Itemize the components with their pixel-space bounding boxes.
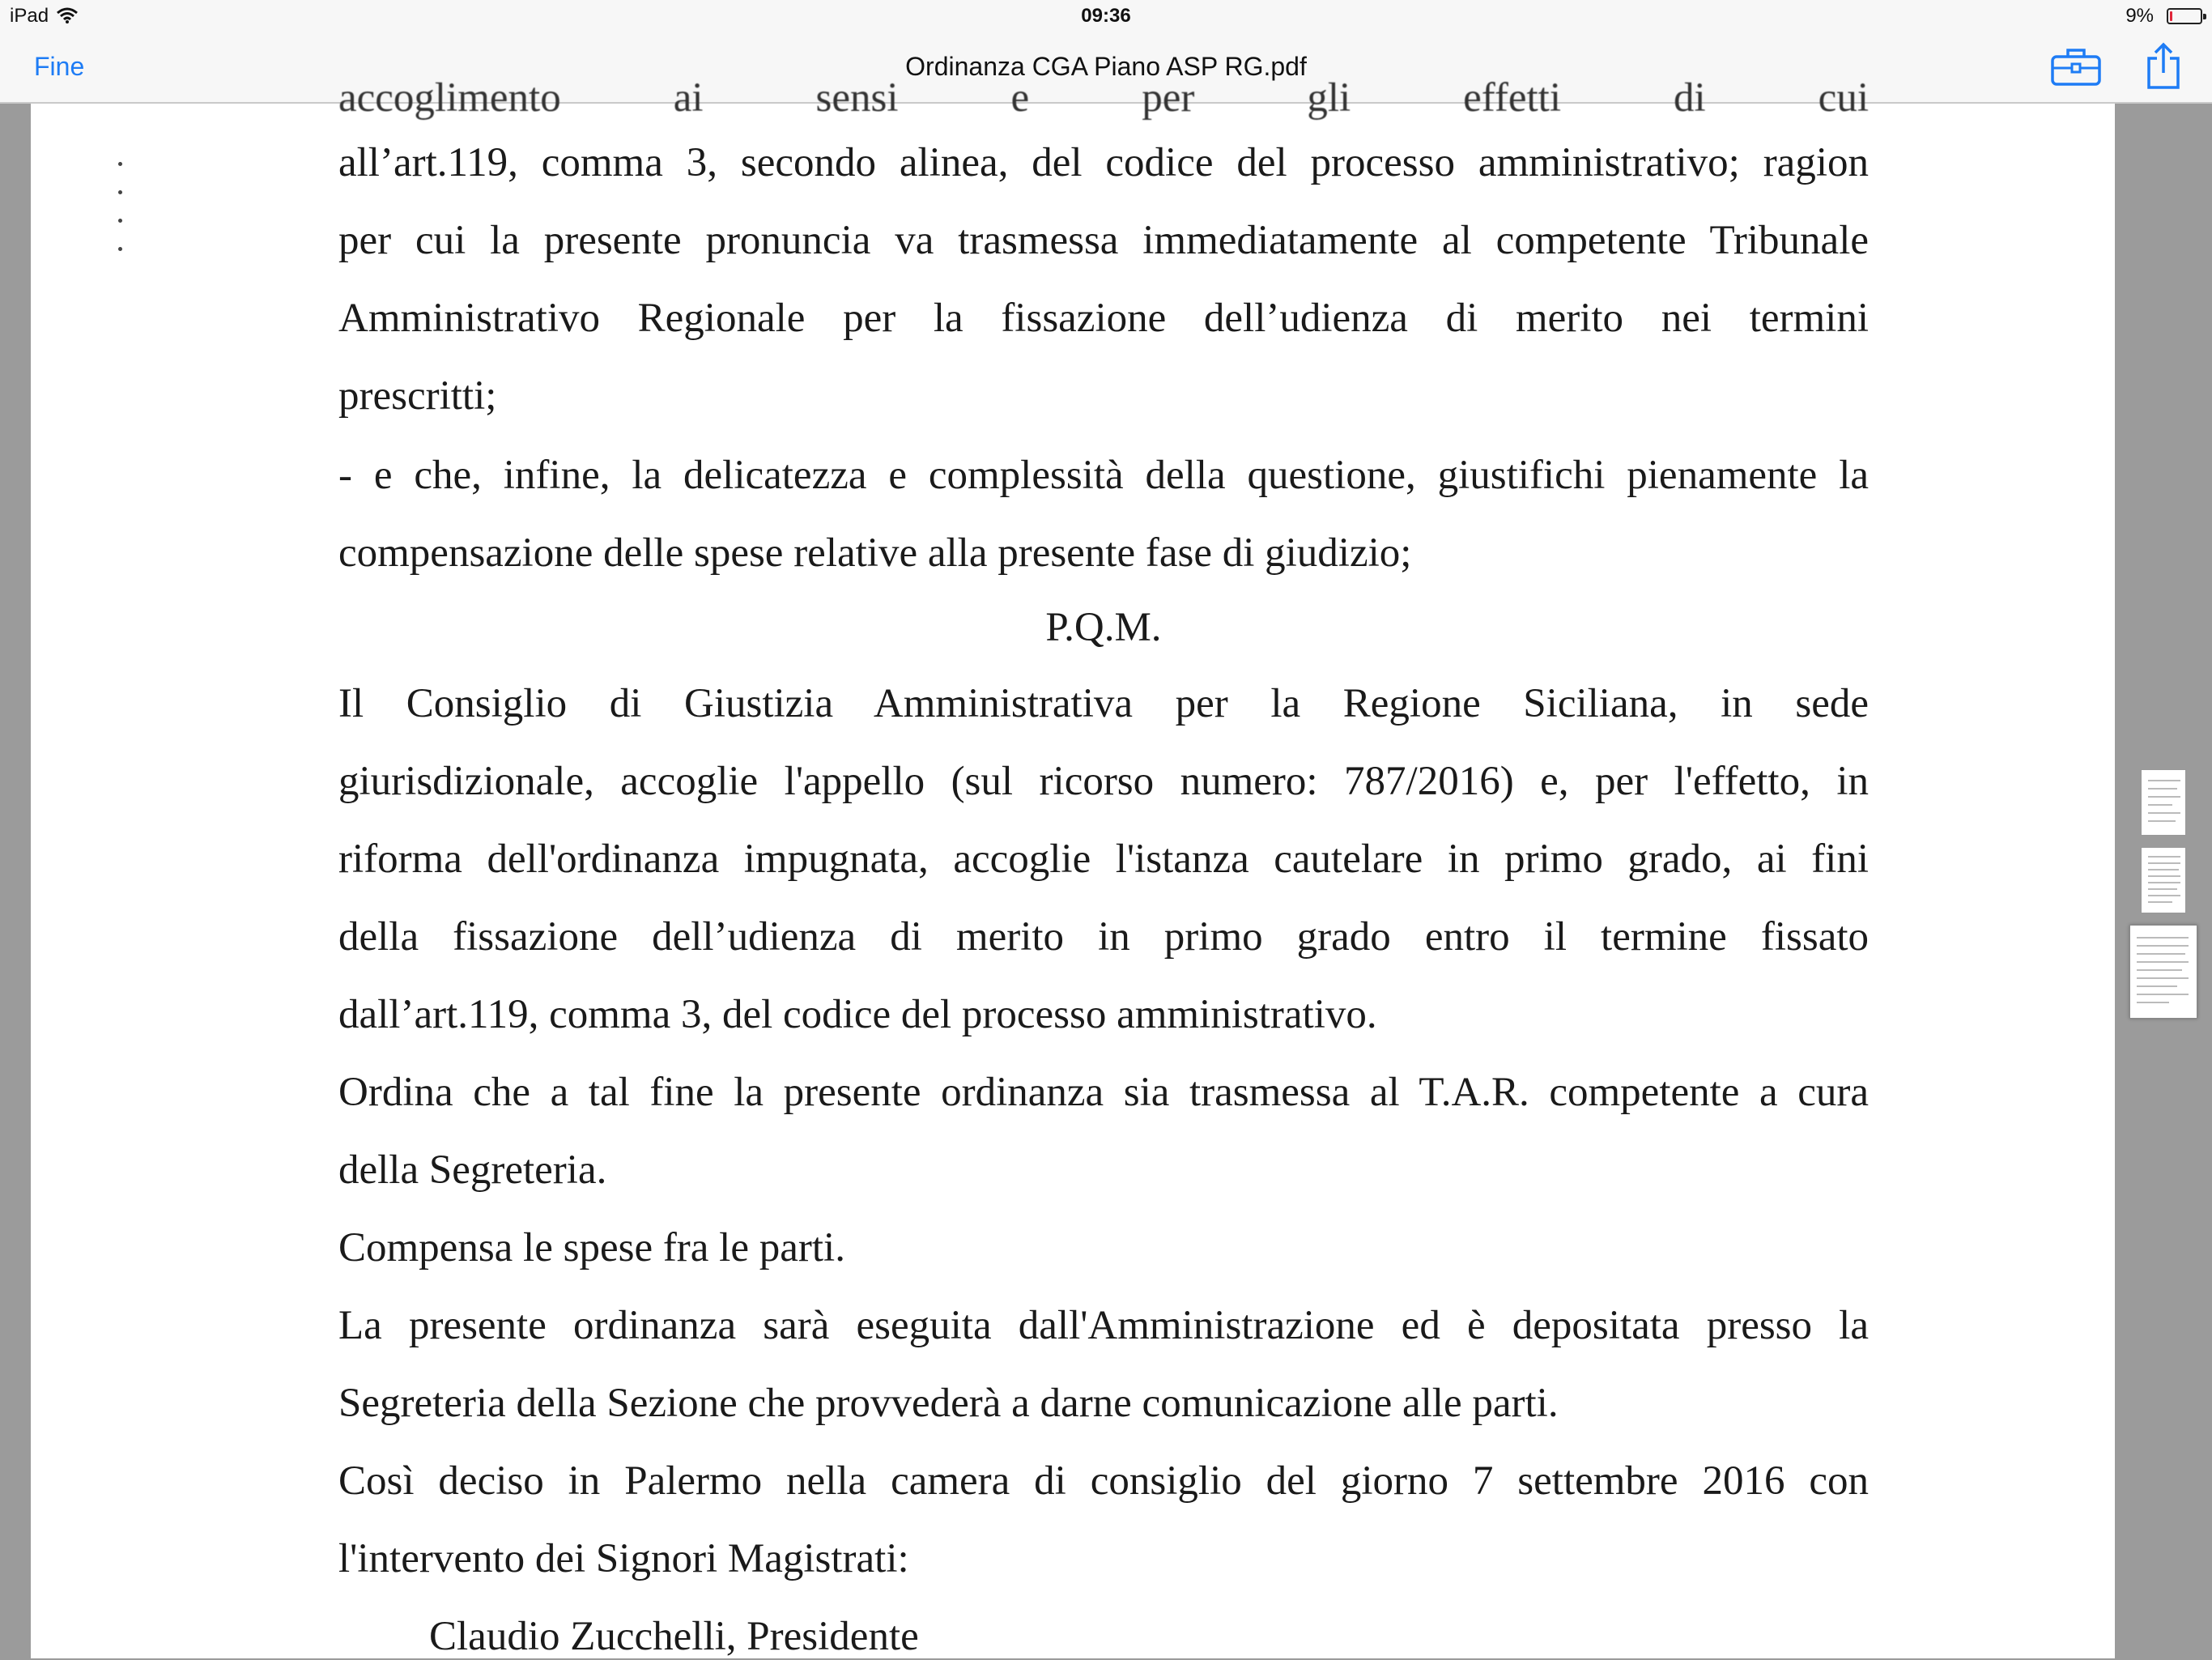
battery-icon bbox=[2167, 8, 2202, 24]
text-line: Il Consiglio di Giustizia Amministrativa per la Regione Siciliana, in sede bbox=[338, 681, 1869, 726]
text-line: La presente ordinanza sarà eseguita dall'Amministrazione ed è depositata presso la bbox=[338, 1303, 1869, 1348]
text-line: all’art.119, comma 3, secondo alinea, del codice del processo amministrativo; ragion bbox=[338, 140, 1869, 185]
text-line: - e che, infine, la delicatezza e complessità della questione, giustifichi pienamente la bbox=[338, 453, 1869, 498]
battery-fill bbox=[2170, 11, 2172, 21]
text-line: prescritti; bbox=[338, 373, 497, 419]
thumbnail-page-1[interactable] bbox=[2141, 769, 2186, 836]
pdf-page[interactable] bbox=[31, 75, 2115, 1659]
text-line: accoglimento ai sensi e per gli effetti di cui bbox=[338, 75, 1869, 121]
toolbox-icon[interactable] bbox=[2050, 45, 2102, 92]
text-line: Compensa le spese fra le parti. bbox=[338, 1225, 845, 1271]
status-bar bbox=[0, 0, 2212, 32]
share-icon[interactable] bbox=[2146, 42, 2181, 95]
text-line: dall’art.119, comma 3, del codice del processo amministrativo. bbox=[338, 992, 1377, 1037]
text-line: della Segreteria. bbox=[338, 1147, 607, 1193]
text-line: Ordina che a tal fine la presente ordinanza sia trasmessa al T.A.R. competente a cura bbox=[338, 1070, 1869, 1115]
document-title: Ordinanza CGA Piano ASP RG.pdf bbox=[905, 52, 1307, 81]
text-line: compensazione delle spese relative alla presente fase di giudizio; bbox=[338, 530, 1412, 576]
text-line: l'intervento dei Signori Magistrati: bbox=[338, 1536, 909, 1581]
text-line: Amministrativo Regionale per la fissazione dell’udienza di merito nei termini bbox=[338, 296, 1869, 341]
section-heading: P.Q.M. bbox=[1045, 605, 1162, 650]
battery-percent: 9% bbox=[2125, 5, 2154, 27]
thumbnail-page-3-current[interactable] bbox=[2129, 925, 2197, 1019]
text-line: Così deciso in Palermo nella camera di consiglio del giorno 7 settembre 2016 con bbox=[338, 1458, 1869, 1504]
done-button[interactable]: Fine bbox=[34, 52, 85, 81]
text-line: della fissazione dell’udienza di merito in primo grado entro il termine fissato bbox=[338, 914, 1869, 960]
text-line: per cui la presente pronuncia va trasmessa immediatamente al competente Tribunale bbox=[338, 218, 1869, 263]
status-time: 09:36 bbox=[1081, 5, 1131, 27]
thumbnail-page-2[interactable] bbox=[2141, 847, 2186, 913]
text-line: riforma dell'ordinanza impugnata, accoglie l'istanza cautelare in primo grado, ai fini bbox=[338, 836, 1869, 882]
battery-tip bbox=[2203, 14, 2206, 19]
scan-margin-marks bbox=[118, 162, 122, 275]
text-line: Segreteria della Sezione che provvederà a darne comunicazione alle parti. bbox=[338, 1381, 1559, 1426]
text-line: giurisdizionale, accoglie l'appello (sul ricorso numero: 787/2016) e, per l'effetto, in bbox=[338, 759, 1869, 804]
device-name: iPad bbox=[10, 5, 49, 27]
text-line: Claudio Zucchelli, Presidente bbox=[429, 1614, 919, 1659]
